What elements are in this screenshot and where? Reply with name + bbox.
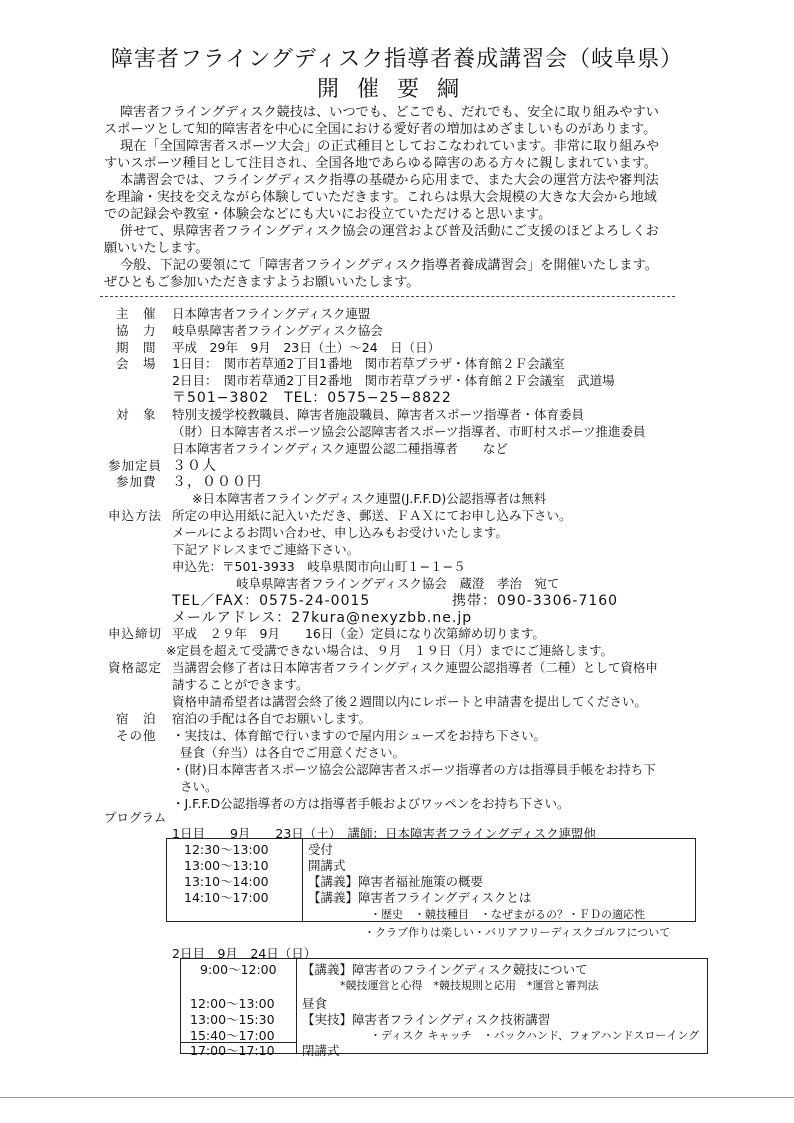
intro-line: 併せて、県障害者フライングディスク協会の運営および普及活動にご支援のほどよろしくお [120,224,659,239]
intro-line: すいスポーツ種目として注目され、全国各地であらゆる障害のある方々に親しまれています。 [104,156,658,171]
day2-item: 閉講式 [302,1043,340,1058]
day2-time: 12:00～13:00 [190,996,275,1011]
day1-time: 13:00～13:10 [184,858,269,873]
deadline-value: 平成 ２９年 9月 16日（金）定員になり次第締め切ります。 [172,626,545,641]
day1-time: 12:30～13:00 [184,842,269,857]
organizer-label: 主 催 [116,306,157,321]
day1-time: 14:10～17:00 [184,890,269,905]
venue-day2: 2日目： 関市若草通2丁目2番地 関市若草プラザ・体育館２Ｆ会議室 武道場 [172,373,615,388]
apply-address: 岐阜県障害者フライングディスク協会 蔵澄 孝治 宛て [236,576,560,591]
day2-time: 17:00～17:10 [190,1043,275,1058]
day2-item: 昼食 [302,996,328,1011]
day2-time: 15:40～17:00 [190,1028,275,1043]
day2-item: 【講義】障害者のフライングディスク競技について [302,962,588,977]
day1-item: 【講義】障害者フライングディスクとは [308,890,532,905]
venue-tel: 〒501−3802 TEL：0575−25−8822 [172,390,452,406]
deadline-note: ※定員を超えて受講できない場合は、９月 １９日（月）までにご連絡します。 [166,643,613,658]
apply-line: 下記アドレスまでご連絡下さい。 [172,542,360,557]
other-line: さい。 [180,779,218,794]
intro-line: ぜひともご参加いただきますようお願いいたします。 [104,275,420,290]
apply-label: 申込方法 [108,508,163,523]
apply-mobile: 携帯：090-3306-7160 [452,593,619,609]
apply-address: 申込先：〒501-3933 岐阜県関市向山町１−１−５ [172,559,466,574]
cooperation-label: 協 力 [116,323,157,338]
intro-line: 願いいたします。 [104,241,209,256]
intro-line: 本講習会では、フライングディスク指導の基礎から応用まで、また大会の運営方法や審判法 [120,173,659,188]
venue-label: 会 場 [116,356,157,371]
day2-subitem: *競技運営と心得 *競技規則と応用 *運営と審判法 [340,979,599,992]
other-line: ・(財)日本障害者スポーツ協会公認障害者スポーツ指導者の方は指導員手帳をお持ち下 [172,762,656,777]
fee-note: ※日本障害者フライングディスク連盟(J.F.F.D)公認指導者は無料 [192,491,547,506]
capacity-value: ３０人 [172,458,217,474]
day1-item: 開講式 [308,858,346,873]
divider [100,296,675,297]
fee-value: ３，０００円 [172,474,262,490]
intro-line: スポーツとして知的障害者を中心に全国における愛好者の増加はめざましいものがあります。 [104,122,657,137]
table-divider [296,958,297,1054]
day2-header: 2日目 9月 24日（日） [172,946,317,961]
day2-time: 13:00～15:30 [190,1012,275,1027]
venue-day1: 1日目： 関市若草通2丁目1番地 関市若草プラザ・体育館２Ｆ会議室 [172,356,565,371]
day1-header: 1日目 9月 23日（土） 講師：日本障害者フライングディスク連盟他 [172,826,596,841]
apply-tel: TEL／FAX：0575-24-0015 [172,593,371,609]
intro-line: 障害者フライングディスク競技は、いつでも、どこでも、だれでも、安全に取り組みやすい [120,105,659,120]
cert-line: 資格申請希望者は講習会終了後２週間以内にレポートと申請書を提出してください。 [172,694,648,709]
day1-item: 【講義】障害者福祉施策の概要 [308,874,484,889]
page-title: 障害者フライングディスク指導者養成講習会（岐阜県） [110,47,684,72]
organizer-value: 日本障害者フライングディスク連盟 [172,306,371,321]
deadline-label: 申込締切 [108,626,163,641]
scan-edge-line [0,1097,794,1098]
table-divider [302,838,303,922]
target-line: 日本障害者フライングディスク連盟公認二種指導者 など [172,441,508,456]
day1-item: 受付 [308,842,334,857]
other-line: ・実技は、体育館で行いますので屋内用シューズをお持ち下さい。 [172,728,547,743]
other-line: ・J.F.F.D公認指導者の方は指導者手帳およびワッペンをお持ち下さい。 [172,796,570,811]
apply-mail: メールアドレス：27kura@nexyzbb.ne.jp [172,610,473,626]
apply-line: メールによるお問い合わせ、申し込みもお受けいたします。 [172,525,508,540]
period-value: 平成 29年 9月 23日（土）～24 日（日） [172,340,441,355]
target-label: 対 象 [116,407,157,422]
cert-line: 請することができます。 [172,677,309,692]
day1-time: 13:10～14:00 [184,874,269,889]
other-label: その他 [116,728,157,743]
fee-label: 参加費 [116,474,157,489]
lodging-value: 宿泊の手配は各自でお願いします。 [172,711,372,726]
cert-label: 資格認定 [108,660,163,675]
apply-line: 所定の申込用紙に記入いただき、郵送、ＦＡＸにてお申し込み下さい。 [172,508,572,523]
target-line: （財）日本障害者スポーツ協会公認障害者スポーツ指導者、市町村スポーツ推進委員 [172,424,646,439]
cert-line: 当講習会修了者は日本障害者フライングディスク連盟公認指導者（二種）として資格申 [172,660,658,675]
intro-line: を理論・実技を交えながら体験していただきます。これらは県大会規模の大きな大会から地域 [104,190,657,205]
day2-item: 【実技】障害者フライングディスク技術講習 [302,1012,551,1027]
target-line: 特別支援学校教職員、障害者施設職員、障害者スポーツ指導者・体育委員 [172,407,585,422]
other-line: 昼食（弁当）は各自でご用意ください。 [180,745,406,760]
lodging-label: 宿 泊 [116,711,157,726]
capacity-label: 参加定員 [108,458,163,473]
intro-line: 今般、下記の要領にて「障害者フライングディスク指導者養成講習会」を開催いたします。 [120,258,658,273]
day1-subitem: ・歴史 ・競技種目 ・なぜまがるの？・ＦＤの適応性 [370,908,645,921]
period-label: 期 間 [116,340,157,355]
intro-line: 現在「全国障害者スポーツ大会」の正式種目としておこなわれています。非常に取り組みや [120,139,660,154]
day1-subitem: ・クラブ作りは楽しい・バリアフリーディスクゴルフについて [364,926,671,939]
cooperation-value: 岐阜県障害者フライングディスク協会 [172,323,383,338]
program-label: プログラム [104,810,167,825]
day2-time: 9:00～12:00 [200,962,277,977]
day2-item: ・ディスク キャッチ ・バックハンド、フォアハンドスローイング [370,1029,700,1042]
intro-line: での記録会や教室・体験会などにも大いにお役立ていただけると思います。 [104,207,552,222]
page-subtitle: 開催要綱 [316,77,477,102]
